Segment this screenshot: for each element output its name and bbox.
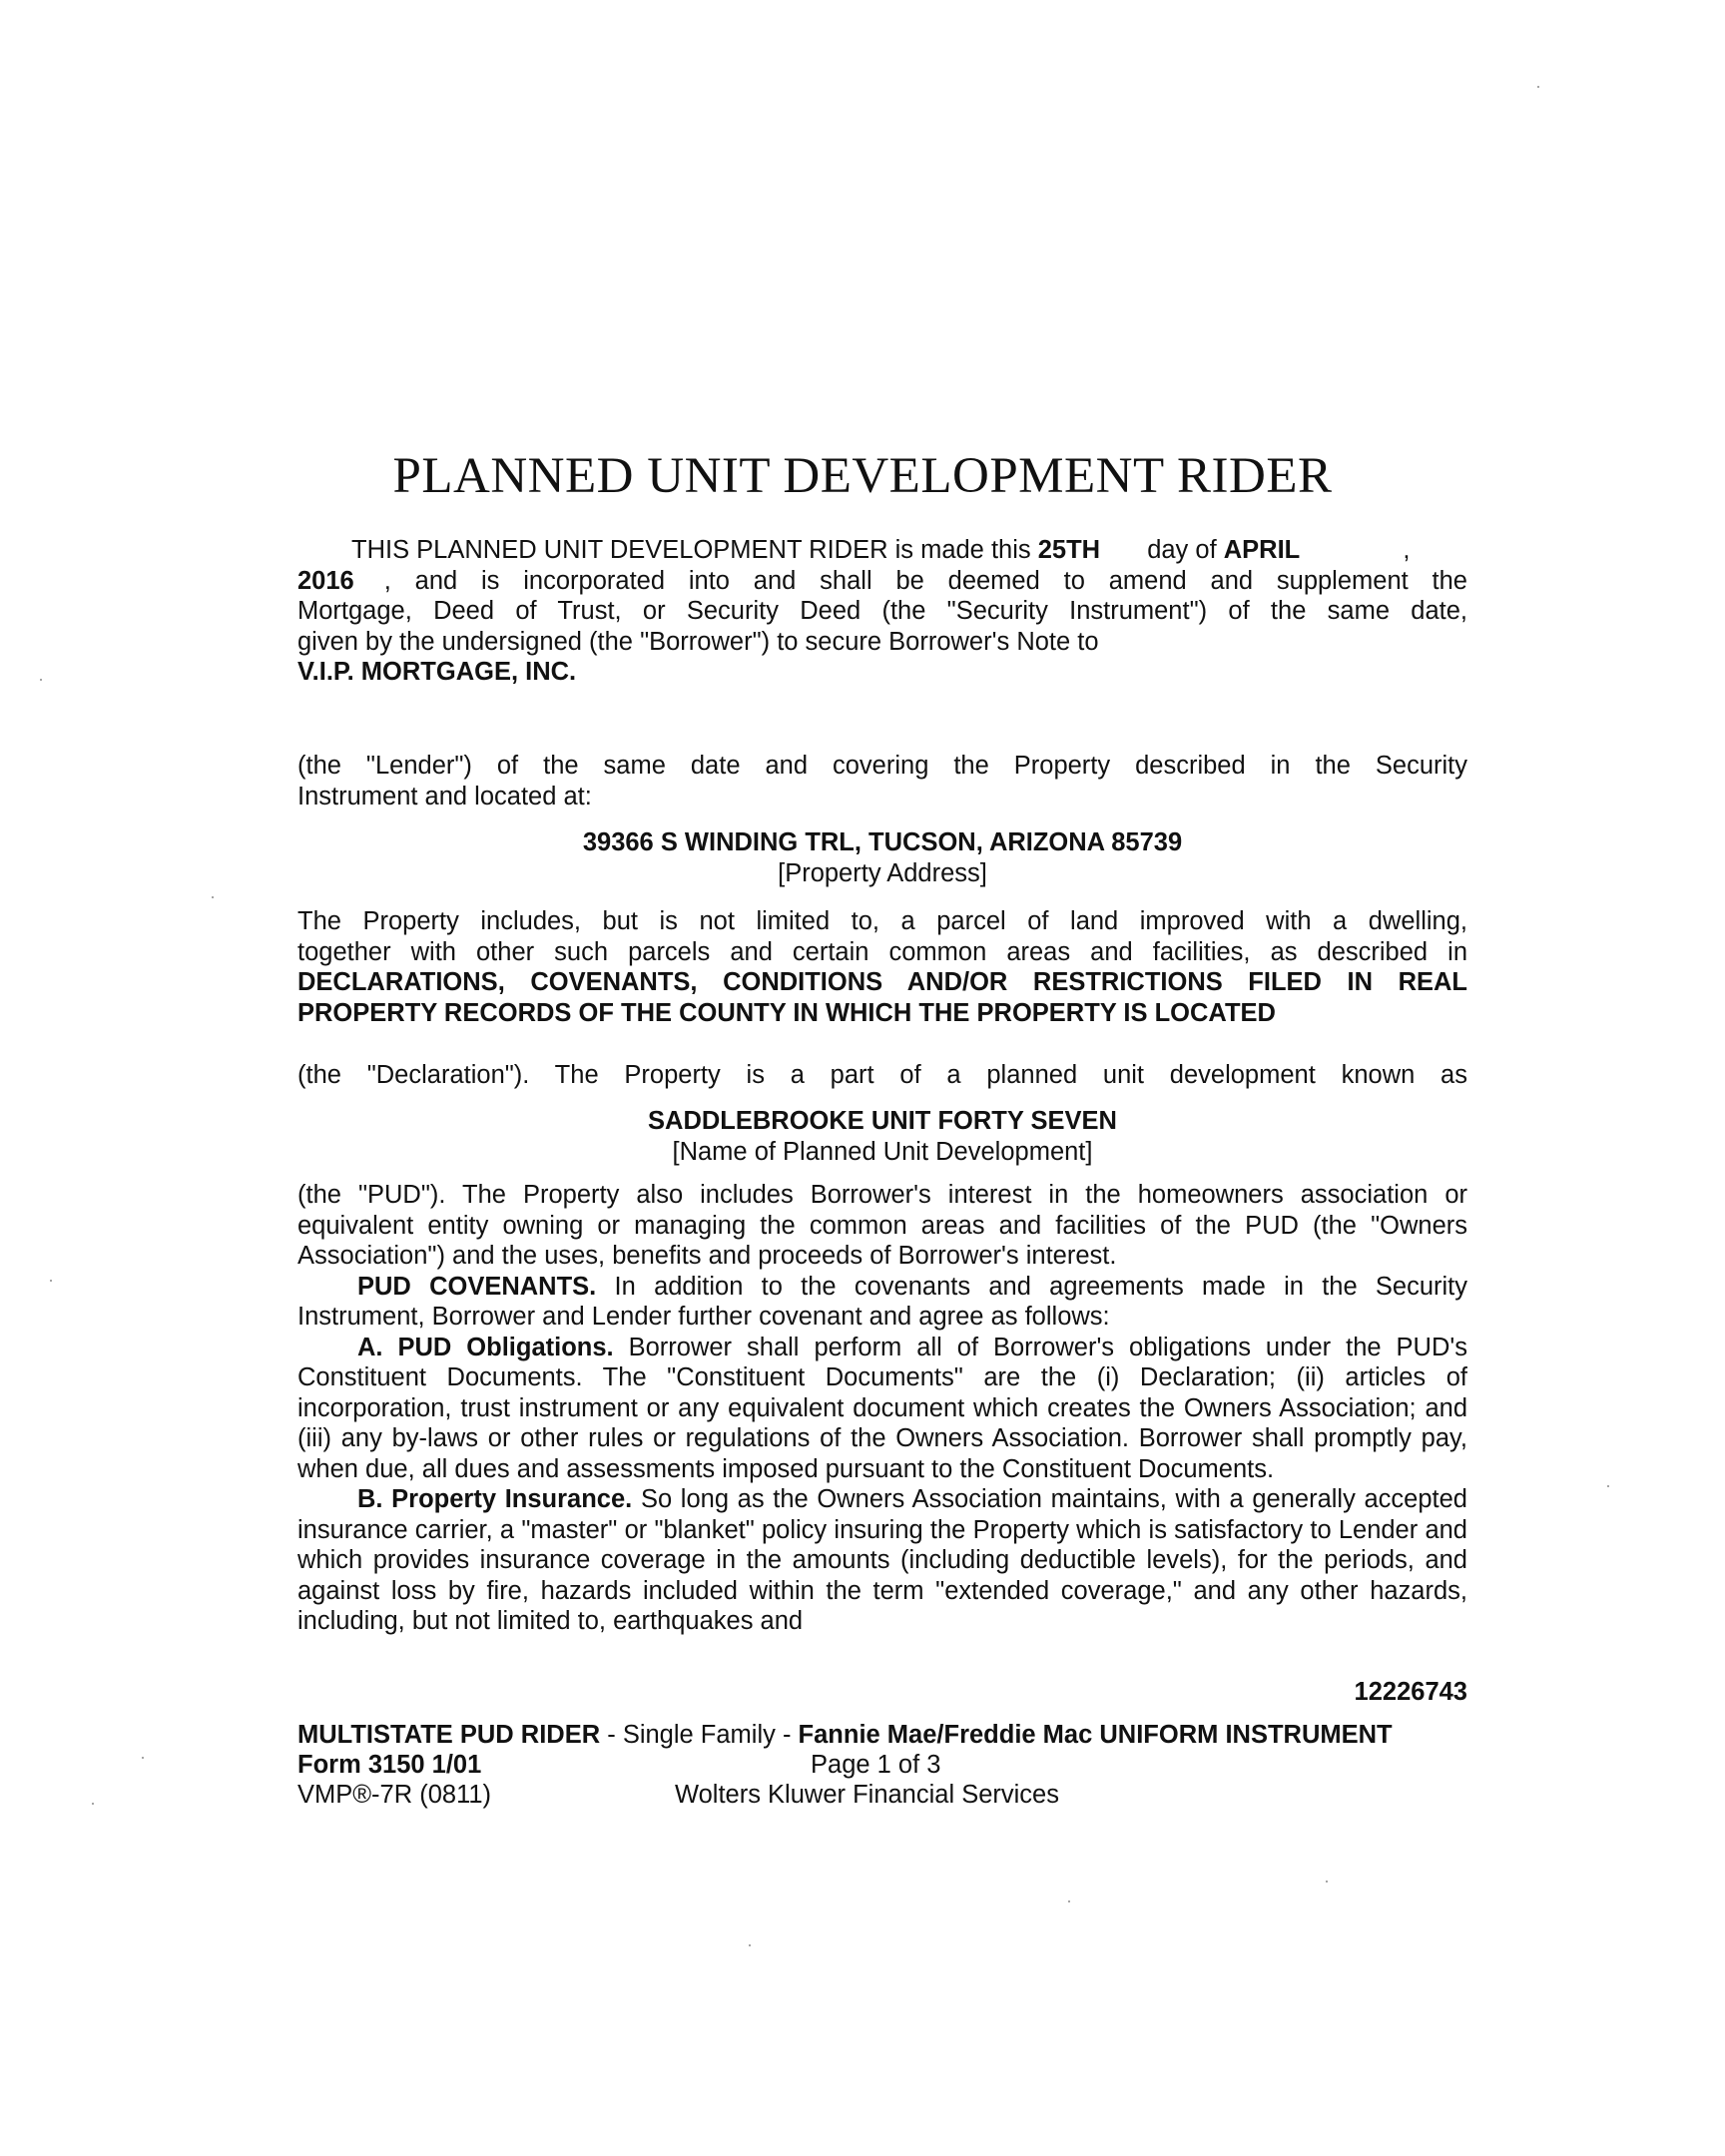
covenants-body: [297, 1180, 1467, 1637]
document-title: PLANNED UNIT DEVELOPMENT RIDER: [392, 448, 1333, 504]
form-number: Form 3150 1/01: [297, 1751, 482, 1779]
covenants-heading: PUD COVENANTS.: [357, 1272, 597, 1301]
scan-speck: [1537, 86, 1539, 88]
scan-speck: [749, 1944, 751, 1946]
lender-line-1: (the "Lender") of the same date and covering the Property described in the Security: [297, 752, 1467, 780]
vmp-code: VMP®-7R (0811): [297, 1781, 492, 1809]
lender-paragraph: [297, 751, 1467, 811]
property-address: 39366 S WINDING TRL, TUCSON, ARIZONA 85739: [582, 828, 1183, 856]
scan-speck: [1326, 1881, 1328, 1883]
declaration-line: (the "Declaration"). The Property is a part of a planned unit development known as: [297, 1061, 1467, 1089]
property-paragraph: [297, 906, 1467, 1028]
scan-speck: [212, 896, 214, 898]
intro-line-3: Mortgage, Deed of Trust, or Security Deed (the "Security Instrument") of the same date,: [297, 597, 1467, 625]
intro-line-4: given by the undersigned (the "Borrower") to secure Borrower's Note to: [297, 627, 1099, 656]
section-a-heading: A. PUD Obligations.: [357, 1333, 614, 1361]
declaration-title-1: DECLARATIONS, COVENANTS, CONDITIONS AND/OR RESTRICTIONS FILED IN REAL: [297, 968, 1467, 996]
lender-name: V.I.P. MORTGAGE, INC.: [297, 658, 577, 686]
intro-paragraph: [297, 535, 1467, 688]
declaration-title-2: PROPERTY RECORDS OF THE COUNTY IN WHICH THE PROPERTY IS LOCATED: [297, 998, 1276, 1027]
intro-after-year: , and is incorporated into and shall be deemed to amend and supplement the: [383, 566, 1467, 595]
loan-number-block: [297, 1677, 1467, 1708]
pud-paragraph: (the "PUD"). The Property also includes Borrower's interest in the homeowners association or equivalent entity owning or managing the common areas and facilities of the PUD (the "Owners Association") and the uses, benefits and proceeds of Borrower's interest.: [297, 1181, 1467, 1270]
intro-lead: THIS PLANNED UNIT DEVELOPMENT RIDER is made this: [351, 536, 1031, 564]
scan-speck: [1068, 1900, 1070, 1902]
declaration-paragraph: [297, 1060, 1467, 1091]
day-of-label: day of: [1147, 536, 1217, 564]
property-line-1: The Property includes, but is not limited to, a parcel of land improved with a dwelling,: [297, 907, 1467, 935]
page-number: Page 1 of 3: [811, 1751, 941, 1779]
covenants-text: In addition to the covenants and agreements made in the Security Instrument, Borrower and Lender further covenant and agree as follows:: [297, 1272, 1468, 1331]
section-b-text: So long as the Owners Association maintains, with a generally accepted insurance carrier, a "master" or "blanket" policy insuring the Property which is satisfactory to Lender and which provides insurance coverage in the amounts (including deductible levels), for the periods, and against loss by fire, hazards included within the term "extended coverage," and any other hazards, including, but not limited to, earthquakes and: [297, 1485, 1467, 1635]
pud-name-block: [297, 1106, 1467, 1167]
scan-speck: [142, 1757, 144, 1759]
form-title-right: Fannie Mae/Freddie Mac UNIFORM INSTRUMENT: [798, 1721, 1393, 1749]
rider-month: APRIL: [1223, 536, 1301, 564]
section-b-heading: B. Property Insurance.: [357, 1485, 633, 1513]
form-footer: [297, 1720, 1467, 1810]
property-address-caption: [Property Address]: [778, 858, 987, 887]
scan-speck: [50, 1280, 52, 1282]
pud-name: SADDLEBROOKE UNIT FORTY SEVEN: [648, 1107, 1117, 1135]
scan-speck: [1607, 1485, 1609, 1487]
month-comma: ,: [1403, 536, 1411, 564]
property-line-2: together with other such parcels and certain common areas and facilities, as described in: [297, 937, 1467, 966]
rider-year: 2016: [297, 566, 354, 595]
section-a-text: Borrower shall perform all of Borrower's obligations under the PUD's Constituent Documents. The "Constituent Documents" are the (i) Declaration; (ii) articles of incorporation, trust instrument or any equivalent document which creates the Owners Association; and (iii) any by-laws or other rules or regulations of the Owners Association. Borrower shall promptly pay, when due, all dues and assessments imposed pursuant to the Constituent Documents.: [297, 1333, 1467, 1483]
section-a: [297, 1333, 1467, 1485]
section-b: [297, 1484, 1467, 1637]
form-title-mid: - Single Family -: [607, 1721, 792, 1749]
rider-day: 25TH: [1037, 536, 1101, 564]
form-title: MULTISTATE PUD RIDER: [297, 1721, 601, 1749]
loan-number: 12226743: [1354, 1678, 1467, 1706]
scan-speck: [40, 679, 42, 681]
pud-name-caption: [Name of Planned Unit Development]: [672, 1137, 1093, 1166]
publisher: Wolters Kluwer Financial Services: [675, 1781, 1059, 1809]
lender-line-2: Instrument and located at:: [297, 782, 592, 810]
scan-speck: [92, 1803, 94, 1805]
property-address-block: [297, 827, 1467, 888]
covenants-paragraph: [297, 1272, 1467, 1333]
